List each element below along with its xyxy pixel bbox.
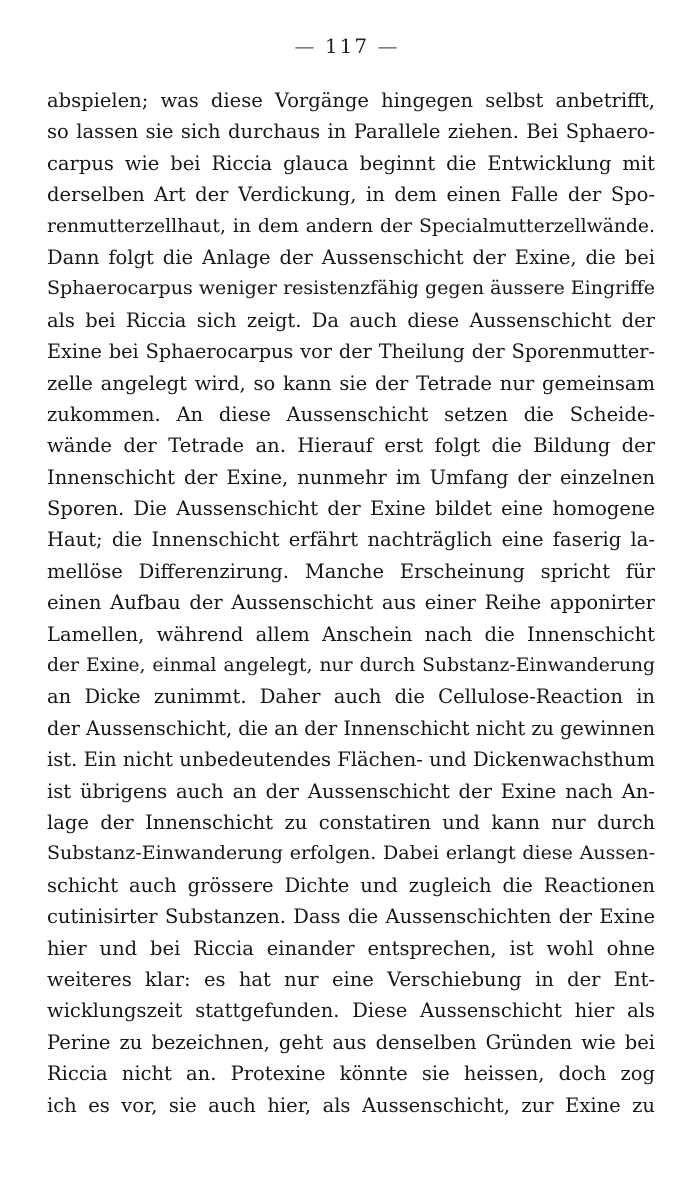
text-line: mellöse Differenzirung. Manche Erscheinung spricht für bbox=[47, 559, 655, 583]
text-line: wände der Tetrade an. Hierauf erst folgt die Bildung der bbox=[47, 434, 655, 458]
text-line: wicklungszeit stattgefunden. Diese Aussenschicht hier als bbox=[47, 999, 655, 1023]
text-line: renmutterzellhaut, in dem andern der Specialmutterzellwände. bbox=[47, 215, 655, 237]
text-line: Innenschicht der Exine, nunmehr im Umfang der einzelnen bbox=[47, 465, 655, 489]
text-line: Riccia nicht an. Protexine könnte sie heissen, doch zog bbox=[47, 1062, 655, 1086]
page-number: 117 bbox=[324, 34, 370, 58]
text-line: weiteres klar: es hat nur eine Verschiebung in der Ent- bbox=[47, 967, 655, 991]
text-line: Sporen. Die Aussenschicht der Exine bildet eine homogene bbox=[47, 497, 655, 521]
text-line: Sphaerocarpus weniger resistenzfähig gegen äussere Eingriffe bbox=[47, 277, 655, 300]
text-line: Substanz-Einwanderung erfolgen. Dabei erlangt diese Aussen- bbox=[47, 842, 655, 865]
text-line: zelle angelegt wird, so kann sie der Tetrade nur gemeinsam bbox=[47, 371, 655, 395]
text-line: abspielen; was diese Vorgänge hingegen selbst anbetrifft, bbox=[47, 89, 655, 112]
text-line: schicht auch grössere Dichte und zugleich die Reactionen bbox=[47, 873, 655, 897]
text-line: hier und bei Riccia einander entsprechen, ist wohl ohne bbox=[47, 936, 655, 960]
body-text bbox=[47, 85, 655, 1121]
text-line: an Dicke zunimmt. Daher auch die Cellulose-Reaction in bbox=[47, 685, 655, 709]
text-line: der Aussenschicht, die an der Innenschicht nicht zu gewinnen bbox=[47, 716, 655, 740]
text-line: als bei Riccia sich zeigt. Da auch diese Aussenschicht der bbox=[47, 308, 655, 332]
text-line: ist. Ein nicht unbedeutendes Flächen- und Dickenwachsthum bbox=[47, 748, 655, 772]
text-line: Perine zu bezeichnen, geht aus denselben Gründen wie bei bbox=[47, 1030, 655, 1054]
text-line: Exine bei Sphaerocarpus vor der Theilung der Sporenmutter- bbox=[47, 340, 655, 364]
text-line: zukommen. An diese Aussenschicht setzen die Scheide- bbox=[47, 402, 655, 426]
header-dash-left: — bbox=[294, 34, 317, 58]
text-line: einen Aufbau der Aussenschicht aus einer Reihe apponirter bbox=[47, 591, 655, 615]
text-line: Dann folgt die Anlage der Aussenschicht der Exine, die bei bbox=[47, 245, 655, 269]
text-line: der Exine, einmal angelegt, nur durch Substanz-Einwanderung bbox=[47, 655, 655, 677]
page-header bbox=[0, 34, 694, 58]
text-line: carpus wie bei Riccia glauca beginnt die Entwicklung mit bbox=[47, 151, 655, 175]
text-line: so lassen sie sich durchaus in Parallele ziehen. Bei Sphaero- bbox=[47, 120, 655, 144]
text-line: Haut; die Innenschicht erfährt nachträglich eine faserig la- bbox=[47, 528, 655, 552]
text-line: ist übrigens auch an der Aussenschicht der Exine nach An- bbox=[47, 779, 655, 803]
text-line: Lamellen, während allem Anschein nach die Innenschicht bbox=[47, 622, 655, 646]
text-line: cutinisirter Substanzen. Dass die Aussenschichten der Exine bbox=[47, 905, 655, 929]
header-dash-right: — bbox=[377, 34, 400, 58]
text-line: ich es vor, sie auch hier, als Aussenschicht, zur Exine zu bbox=[47, 1093, 655, 1117]
text-line: lage der Innenschicht zu constatiren und kann nur durch bbox=[47, 810, 655, 834]
text-line: derselben Art der Verdickung, in dem einen Falle der Spo- bbox=[47, 183, 655, 207]
